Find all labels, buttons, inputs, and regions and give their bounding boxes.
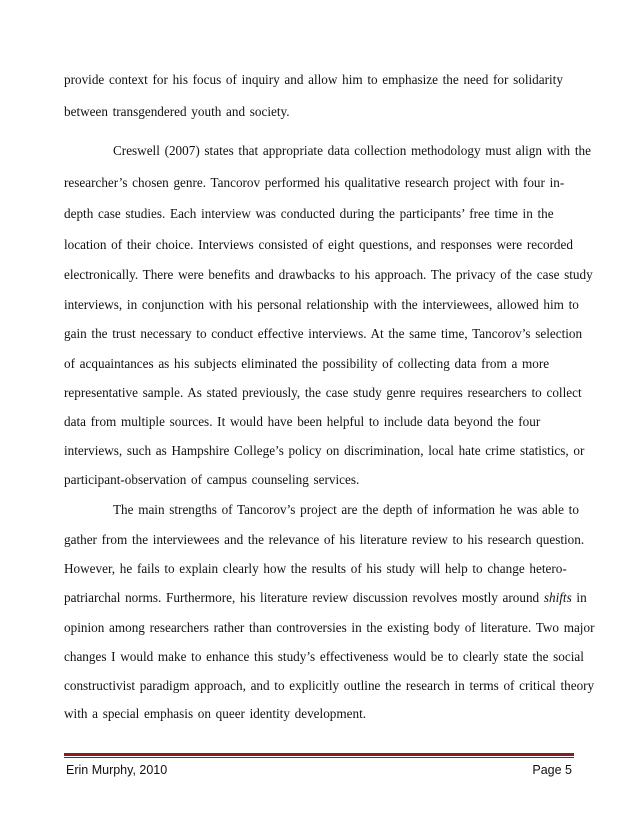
paragraph-start-line: The main strengths of Tancorov’s project are the depth of information he was able to xyxy=(113,502,579,517)
text-line: with a special emphasis on queer identity development. xyxy=(64,706,367,721)
text-segment: patriarchal norms. Furthermore, his literature review discussion revolves mostly around xyxy=(64,590,540,605)
footer-page-number: Page 5 xyxy=(532,763,572,777)
paragraph-start-line: Creswell (2007) states that appropriate data collection methodology must align with the xyxy=(113,143,591,158)
footer-author-year: Erin Murphy, 2010 xyxy=(66,763,168,777)
text-line: interviews, such as Hampshire College’s policy on discrimination, local hate crime statistics, or xyxy=(64,443,585,458)
text-line: data from multiple sources. It would have been helpful to include data beyond the four xyxy=(64,414,541,429)
text-line: opinion among researchers rather than controversies in the existing body of literature. Two major xyxy=(64,620,595,635)
text-line: depth case studies. Each interview was conducted during the participants’ free time in the xyxy=(64,206,554,221)
footer-rule-thick xyxy=(64,753,574,756)
text-line: of acquaintances as his subjects eliminated the possibility of collecting data from a more xyxy=(64,356,550,371)
text-line-with-emphasis xyxy=(64,590,587,606)
text-line: participant-observation of campus counseling services. xyxy=(64,472,360,487)
footer-rule-thin xyxy=(64,757,574,758)
text-line: electronically. There were benefits and drawbacks to his approach. The privacy of the case study xyxy=(64,267,593,282)
text-line: representative sample. As stated previously, the case study genre requires researchers to collect xyxy=(64,385,582,400)
text-line: gather from the interviewees and the relevance of his literature review to his research question. xyxy=(64,532,585,547)
text-line: researcher’s chosen genre. Tancorov performed his qualitative research project with four in- xyxy=(64,175,565,190)
text-line: provide context for his focus of inquiry and allow him to emphasize the need for solidarity xyxy=(64,72,563,87)
emphasis-word: shifts xyxy=(543,590,572,605)
text-segment: in xyxy=(576,590,587,605)
text-line: constructivist paradigm approach, and to explicitly outline the research in terms of critical theory xyxy=(64,678,595,693)
text-line: between transgendered youth and society. xyxy=(64,104,290,119)
text-line: changes I would make to enhance this study’s effectiveness would be to clearly state the social xyxy=(64,649,584,664)
text-line: gain the trust necessary to conduct effective interviews. At the same time, Tancorov’s selection xyxy=(64,326,583,341)
text-line: interviews, in conjunction with his personal relationship with the interviewees, allowed him to xyxy=(64,297,579,312)
text-line: location of their choice. Interviews consisted of eight questions, and responses were recorded xyxy=(64,237,573,252)
text-line: However, he fails to explain clearly how the results of his study will help to change hetero- xyxy=(64,561,567,576)
